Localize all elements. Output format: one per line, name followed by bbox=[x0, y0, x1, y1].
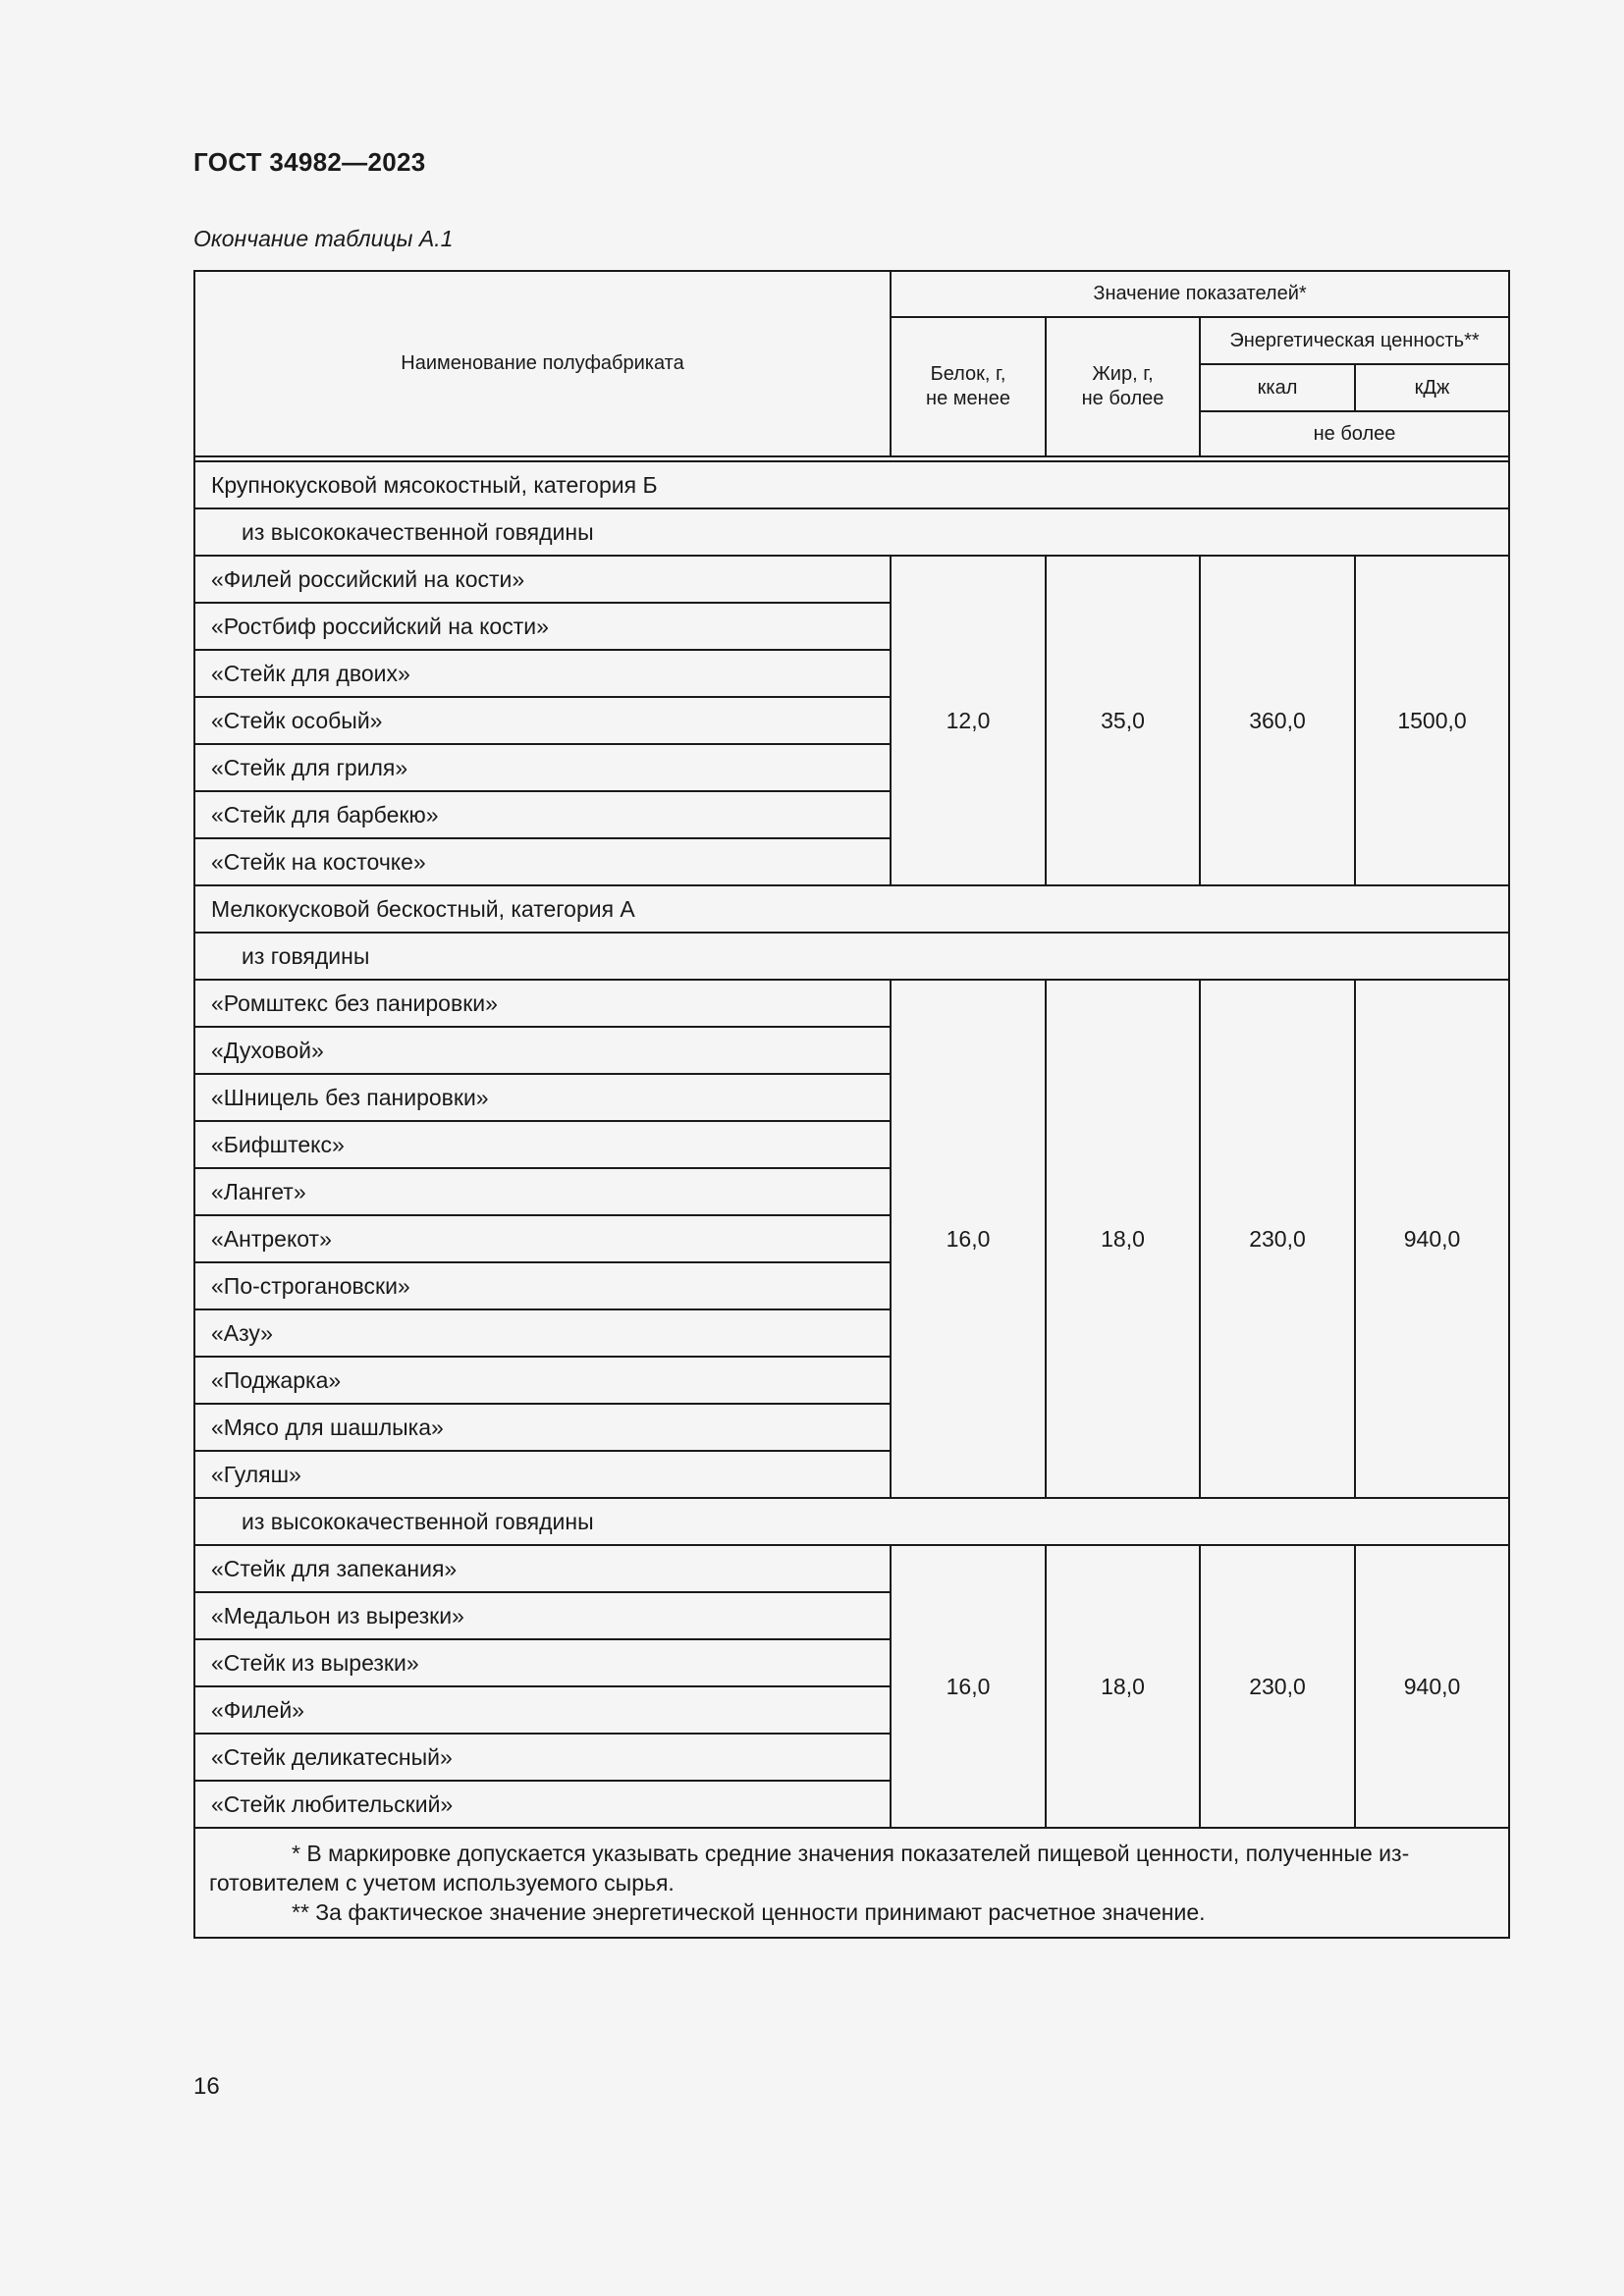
product-name: «Стейк на косточке» bbox=[194, 838, 891, 885]
group-subtitle: из высококачественной говядины bbox=[194, 508, 1509, 556]
product-name: «Поджарка» bbox=[194, 1357, 891, 1404]
product-name: «Стейк для двоих» bbox=[194, 650, 891, 697]
product-name: «Стейк особый» bbox=[194, 697, 891, 744]
product-name: «По-строгановски» bbox=[194, 1262, 891, 1309]
section-title: Крупнокусковой мясокостный, категория Б bbox=[194, 461, 1509, 508]
fat-value: 18,0 bbox=[1046, 980, 1200, 1498]
product-name: «Филей» bbox=[194, 1686, 891, 1734]
product-name: «Медальон из вырезки» bbox=[194, 1592, 891, 1639]
kj-value: 940,0 bbox=[1355, 980, 1509, 1498]
footnote: * В маркировке допускается указывать средние значения показателей пищевой ценности, полученные изготовителем с учетом используемого сырья. bbox=[209, 1841, 1410, 1896]
kcal-value: 230,0 bbox=[1200, 1545, 1355, 1828]
page-number: 16 bbox=[193, 2073, 220, 2100]
kj-value: 940,0 bbox=[1355, 1545, 1509, 1828]
protein-value: 16,0 bbox=[891, 980, 1046, 1498]
header-fat: Жир, г, не более bbox=[1046, 317, 1200, 456]
kj-value: 1500,0 bbox=[1355, 556, 1509, 885]
product-name: «Шницель без панировки» bbox=[194, 1074, 891, 1121]
product-name: «Духовой» bbox=[194, 1027, 891, 1074]
nutrition-table bbox=[193, 270, 1510, 1939]
product-name: «Ростбиф российский на кости» bbox=[194, 603, 891, 650]
product-name: «Стейк из вырезки» bbox=[194, 1639, 891, 1686]
fat-value: 18,0 bbox=[1046, 1545, 1200, 1828]
protein-value: 16,0 bbox=[891, 1545, 1046, 1828]
product-name: «Ромштекс без панировки» bbox=[194, 980, 891, 1027]
product-name: «Стейк для запекания» bbox=[194, 1545, 891, 1592]
product-name: «Стейк любительский» bbox=[194, 1781, 891, 1828]
product-name: «Лангет» bbox=[194, 1168, 891, 1215]
product-name: «Стейк деликатесный» bbox=[194, 1734, 891, 1781]
footnote: ** За фактическое значение энергетической ценности принимают расчетное значение. bbox=[292, 1899, 1206, 1925]
group-subtitle: из говядины bbox=[194, 933, 1509, 980]
kcal-value: 230,0 bbox=[1200, 980, 1355, 1498]
header-energy-group: Энергетическая ценность** bbox=[1200, 317, 1509, 364]
table-notes bbox=[194, 1828, 1509, 1938]
header-not-more: не более bbox=[1200, 411, 1509, 456]
product-name: «Гуляш» bbox=[194, 1451, 891, 1498]
protein-value: 12,0 bbox=[891, 556, 1046, 885]
section-title: Мелкокусковой бескостный, категория А bbox=[194, 885, 1509, 933]
table-caption: Окончание таблицы А.1 bbox=[193, 226, 454, 251]
document-header: ГОСТ 34982—2023 bbox=[193, 147, 426, 177]
header-protein: Белок, г, не менее bbox=[891, 317, 1046, 456]
header-kcal: ккал bbox=[1200, 364, 1355, 411]
product-name: «Стейк для барбекю» bbox=[194, 791, 891, 838]
table-body bbox=[194, 461, 1509, 1938]
product-name: «Мясо для шашлыка» bbox=[194, 1404, 891, 1451]
product-name: «Стейк для гриля» bbox=[194, 744, 891, 791]
fat-value: 35,0 bbox=[1046, 556, 1200, 885]
header-kj: кДж bbox=[1355, 364, 1509, 411]
group-subtitle: из высококачественной говядины bbox=[194, 1498, 1509, 1545]
product-name: «Филей российский на кости» bbox=[194, 556, 891, 603]
product-name: «Азу» bbox=[194, 1309, 891, 1357]
product-name: «Антрекот» bbox=[194, 1215, 891, 1262]
header-values-group: Значение показателей* bbox=[891, 271, 1509, 317]
kcal-value: 360,0 bbox=[1200, 556, 1355, 885]
header-name: Наименование полуфабриката bbox=[194, 271, 891, 456]
product-name: «Бифштекс» bbox=[194, 1121, 891, 1168]
